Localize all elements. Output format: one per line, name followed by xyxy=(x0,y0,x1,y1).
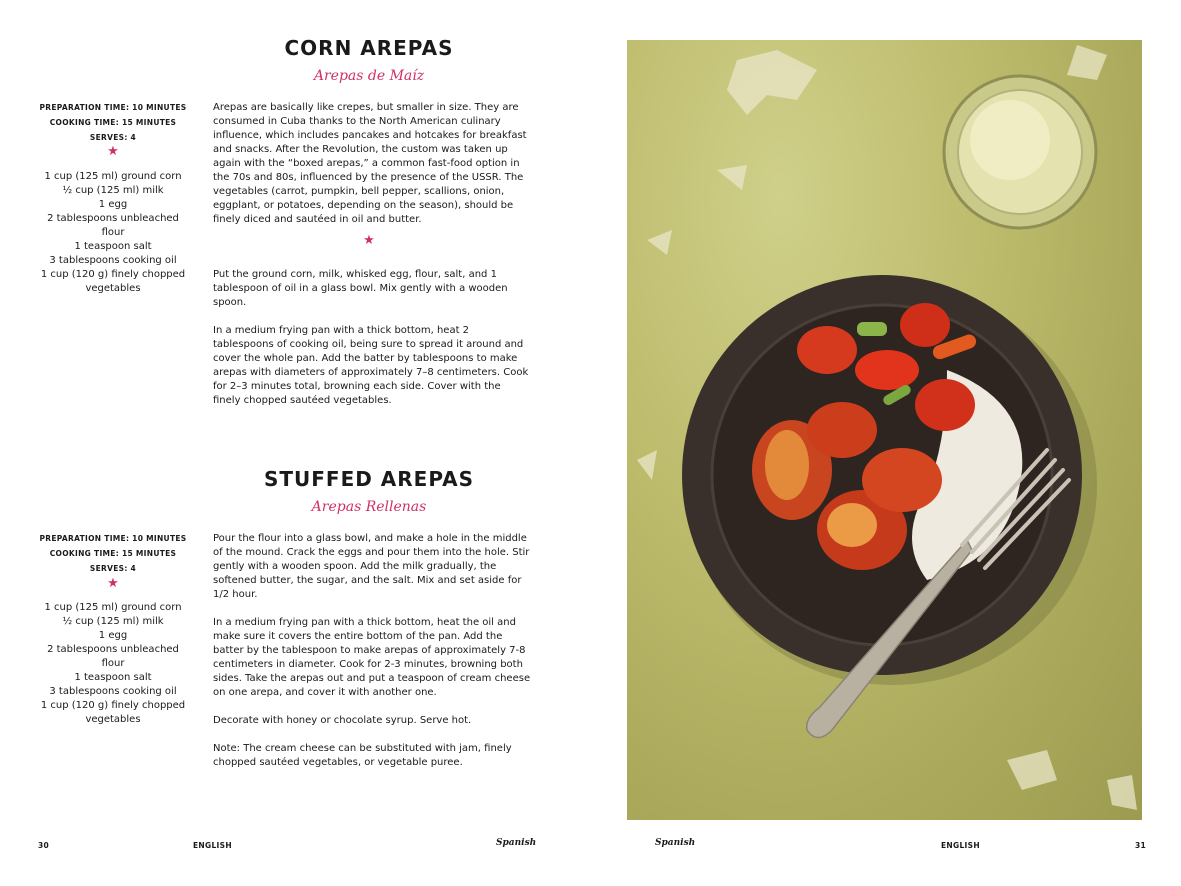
recipe-meta xyxy=(38,531,188,576)
star-icon: ★ xyxy=(107,144,119,159)
serves: SERVES: 4 xyxy=(89,133,137,142)
footer-script-right: Spanish xyxy=(655,838,696,848)
ingredient: 2 tablespoons unbleached xyxy=(47,213,179,224)
food-photo-illustration xyxy=(627,40,1142,820)
footer-language-left: ENGLISH xyxy=(193,841,232,850)
ingredient: 1 cup (125 ml) ground corn xyxy=(44,171,182,182)
recipe-meta xyxy=(38,100,188,145)
intro-paragraph: Arepas are basically like crepes, but smaller in size. They are consumed in Cuba thanks to the North American culinary influence, which includes pancakes and hotcakes for breakfast and snacks. After the Revolution, the custom was taken up again with the “boxed arepas,” a common fast-food option in the 70s and 80s, influenced by the presence of the USSR. The vegetables (carrot, pumpkin, bell pepper, scallions, onion, eggplant, or potatoes, depending on the season), should be finely diced and sautéed in oil and butter. xyxy=(213,102,527,225)
ingredient: 1 teaspoon salt xyxy=(74,672,152,683)
cook-time: COOKING TIME: 15 MINUTES xyxy=(49,549,177,558)
ingredient: 1 egg xyxy=(98,199,128,210)
recipe-title: CORN AREPAS xyxy=(284,36,454,60)
ingredient: vegetables xyxy=(85,714,141,725)
food-photo xyxy=(627,40,1142,820)
ingredient: flour xyxy=(101,658,125,669)
prep-time: PREPARATION TIME: 10 MINUTES xyxy=(39,103,187,112)
recipe-method xyxy=(213,101,531,241)
step-paragraph: In a medium frying pan with a thick bottom, heat 2 tablespoons of cooking oil, being sure to spread it around and cover the whole pan. Add the batter by tablespoons to make arepas with diameters of approximately 7–8 centimeters. Cook for 2–3 minutes total, browning each side. Cover with the finely chopped sautéed vegetables. xyxy=(213,325,529,406)
star-icon: ★ xyxy=(363,233,375,248)
recipe-steps xyxy=(213,268,531,422)
footer-language-right: ENGLISH xyxy=(941,841,980,850)
ingredient: 2 tablespoons unbleached xyxy=(47,644,179,655)
footer-script-left: Spanish xyxy=(496,838,537,848)
step-paragraph: Pour the flour into a glass bowl, and make a hole in the middle of the mound. Crack the eggs and pour them into the hole. Stir gently with a wooden spoon. Add the milk gradually, the softened butter, the sugar, and the salt. Mix and set aside for 1/2 hour. xyxy=(213,533,530,600)
star-icon: ★ xyxy=(107,576,119,591)
step-paragraph: Put the ground corn, milk, whisked egg, flour, salt, and 1 tablespoon of oil in a glass bowl. Mix gently with a wooden spoon. xyxy=(213,269,508,308)
ingredient: 3 tablespoons cooking oil xyxy=(49,255,177,266)
cook-time: COOKING TIME: 15 MINUTES xyxy=(49,118,177,127)
ingredient: ½ cup (125 ml) milk xyxy=(62,616,164,627)
ingredient-list xyxy=(38,170,188,296)
recipe-subtitle: Arepas Rellenas xyxy=(311,499,427,515)
step-paragraph: In a medium frying pan with a thick bottom, heat the oil and make sure it covers the entire bottom of the pan. Add the batter by the tablespoon to make arepas of approximately 7-8 centimeters in diameter. Cook for 2-3 minutes, browning both sides. Take the arepas out and put a teaspoon of cream cheese on one arepa, and cover it with another one. xyxy=(213,617,531,698)
ingredient: 1 cup (125 ml) ground corn xyxy=(44,602,182,613)
page-number-right: 31 xyxy=(1135,841,1147,850)
step-paragraph: Note: The cream cheese can be substituted with jam, finely chopped sautéed vegetables, or vegetable puree. xyxy=(213,743,512,768)
page-number-left: 30 xyxy=(38,841,50,850)
recipe-subtitle: Arepas de Maíz xyxy=(313,68,425,84)
ingredient: ½ cup (125 ml) milk xyxy=(62,185,164,196)
ingredient: 3 tablespoons cooking oil xyxy=(49,686,177,697)
serves: SERVES: 4 xyxy=(89,564,137,573)
ingredient: 1 cup (120 g) finely chopped xyxy=(40,269,186,280)
glass-of-water xyxy=(944,76,1096,228)
ingredient: vegetables xyxy=(85,283,141,294)
ingredient: 1 cup (120 g) finely chopped xyxy=(40,700,186,711)
step-paragraph: Decorate with honey or chocolate syrup. Serve hot. xyxy=(213,715,472,726)
ingredient: 1 teaspoon salt xyxy=(74,241,152,252)
recipe-steps xyxy=(213,532,531,784)
prep-time: PREPARATION TIME: 10 MINUTES xyxy=(39,534,187,543)
ingredient: 1 egg xyxy=(98,630,128,641)
ingredient-list xyxy=(38,601,188,727)
recipe-title: STUFFED AREPAS xyxy=(263,467,475,491)
ingredient: flour xyxy=(101,227,125,238)
